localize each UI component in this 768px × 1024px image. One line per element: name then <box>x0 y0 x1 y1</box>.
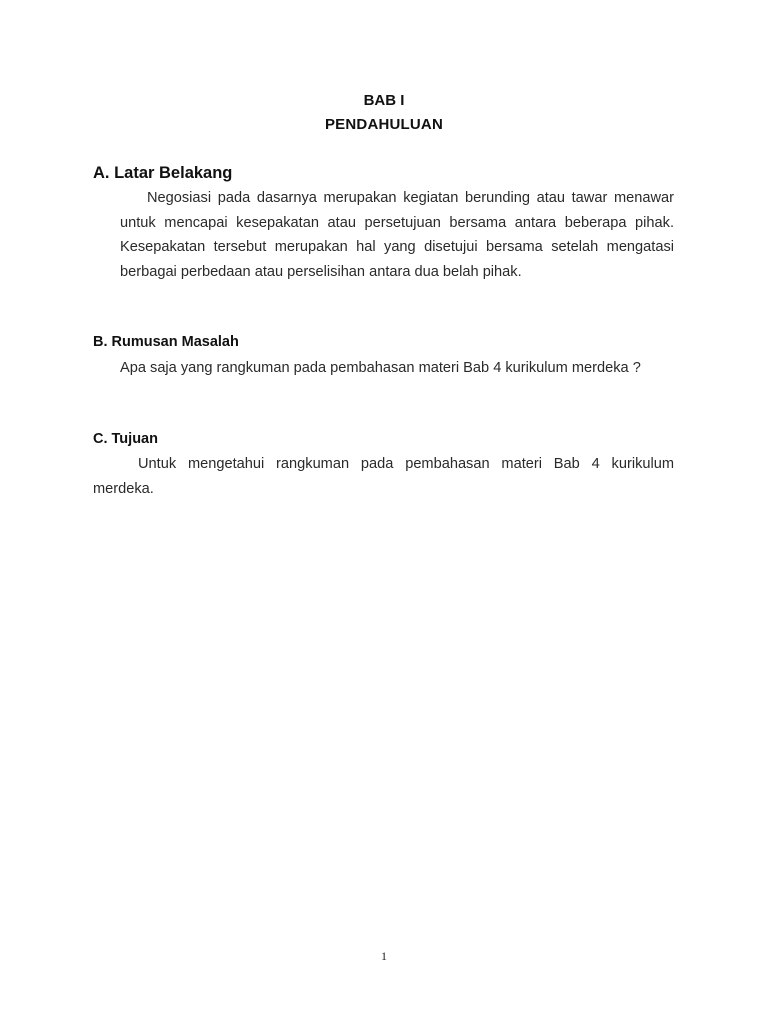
section-heading-latar-belakang: A. Latar Belakang <box>93 164 233 182</box>
chapter-label: BAB I <box>363 92 405 109</box>
section-body-latar-belakang: Negosiasi pada dasarnya merupakan kegiatan berunding atau tawar menawar untuk mencapai kesepakatan atau persetujuan bersama antara beberapa pihak. Kesepakatan tersebut merupakan hal yang disetujui bersama setelah mengatasi berbagai perbedaan atau perselisihan antara dua belah pihak. <box>120 190 674 280</box>
section-heading-tujuan: C. Tujuan <box>93 431 158 447</box>
section-body-tujuan: Untuk mengetahui rangkuman pada pembahasan materi Bab 4 kurikulum merdeka. <box>93 456 674 497</box>
page-number: 1 <box>381 949 387 963</box>
chapter-title: PENDAHULUAN <box>324 116 444 133</box>
section-body-rumusan-masalah: Apa saja yang rangkuman pada pembahasan materi Bab 4 kurikulum merdeka ? <box>120 360 641 376</box>
section-heading-rumusan-masalah: B. Rumusan Masalah <box>93 334 239 350</box>
